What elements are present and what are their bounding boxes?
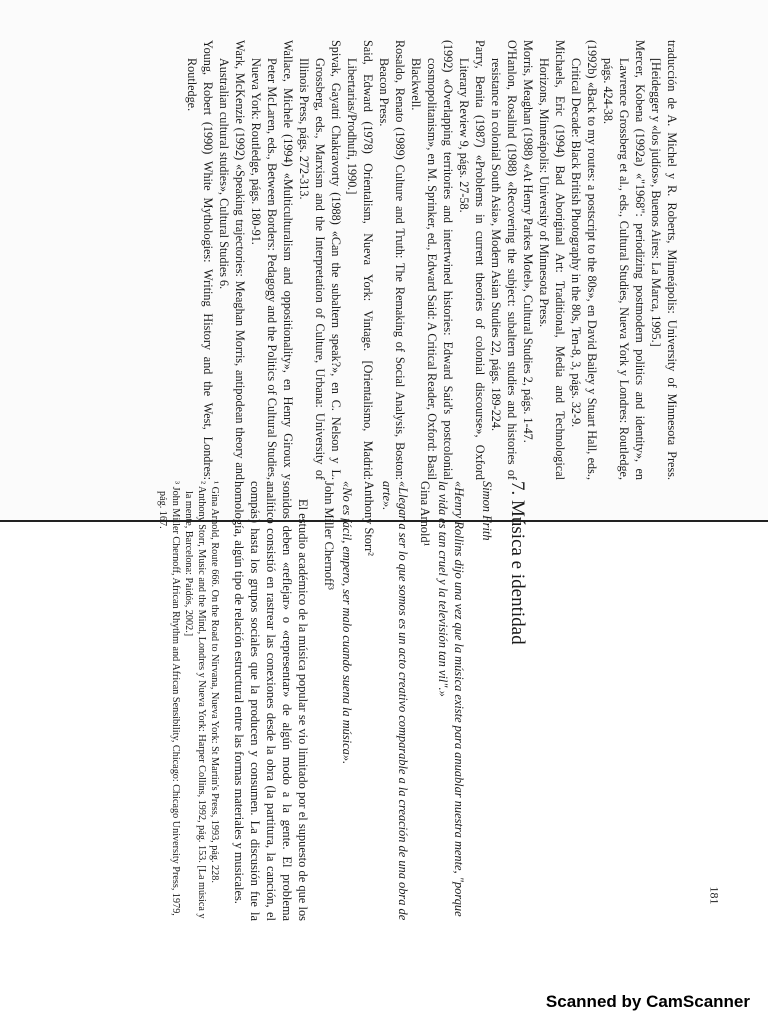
bibliography-entry: Said, Edward (1978) Orientalism, Nueva York: Vintage. [Orientalismo, Madrid: Libertarias/Prodhufi, 1990.]: [345, 40, 375, 480]
scanner-watermark: Scanned by CamScanner: [545, 992, 750, 1011]
bibliography-entry: Rosaldo, Renato (1989) Culture and Truth: The Remaking of Social Analysis, Boston: Beacon Press.: [377, 40, 407, 480]
lower-page-chapter: [0, 481, 768, 1024]
bibliography-entry: Wallace, Michele (1994) «Multiculturalism and oppositionality», en Henry Giroux y Peter McLaren, eds., Between Borders: Pedagogy and the Politics of Cultural Studies, Nueva York: Routledge, págs. 180-91.: [249, 40, 295, 480]
epigraph-quote: «No es fácil, empero, ser malo cuando suena la música».: [340, 481, 354, 765]
epigraph-source: Anthony Storr²: [362, 481, 376, 556]
footnote: ³ John Miller Chernoff, African Rhythm and African Sensibility, Chicago: Chicago University Press, 1979, pág. 167.: [157, 481, 181, 916]
bibliography-column: [40, 40, 680, 480]
bibliography-entry: Mercer, Kobena (1992a) «"1968": periodizing postmodern politics and identity», en Lawrence Grossberg et al., eds., Cultural Studies, Nueva York y Londres: Routledge, págs. 424-38.: [601, 40, 647, 480]
body-paragraph: El estudio académico de la música popular se vio limitado por el supuesto de que los sonidos deben «reflejar» o «representar» de algún modo a la gente. El problema analítico consistió en rastrear las conexiones desde la obra (la partitura, la canción, el compás) hasta los grupos sociales que la producen y consumen. La discusión fue la homología, algún tipo de relación estructural entre las formas materiales y musicales.: [232, 481, 310, 921]
epigraph-quote: «Henry Rollins dijo una vez que la música existe para anuablar nuestra mente, "porque la vida es tan cruel y la televisión tan vil".»: [436, 481, 466, 917]
chapter-column: [157, 481, 528, 921]
footnote: ² Anthony Storr, Music and the Mind, Londres y Nueva York: Harper Collins, 1992, pág. 153. [La música y la mente, Barcelona: Paidós, 2002.]: [183, 481, 207, 919]
bibliography-entry: Wark, McKenzie (1992) «Speaking trajectories: Meaghan Morris, antipodean theory and Australian cultural studies», Cultural Studies 6.: [217, 40, 247, 480]
epigraph-source: Gina Arnold¹: [418, 481, 432, 547]
bibliography-entry: Spivak, Gayatri Chakravorty (1988) «Can the subaltern speak?», en C. Nelson y L. Grossberg, eds., Marxism and the Interpretation of Culture, Urbana: University of Illinois Press, págs. 272-313.: [297, 40, 343, 480]
bibliography-entry: Michaels, Eric (1994) Bad Aboriginal Art: Traditional, Media and Technological Horizons, Minneápolis: University of Minnesota Press.: [537, 40, 567, 480]
bibliography-entry: Parry, Benita (1987) «Problems in current theories of colonial discourse», Oxford Literary Review 9, págs. 27-58.: [457, 40, 487, 480]
bibliography-entry: O'Hanlon, Rosalind (1988) «Recovering the subject: subaltern studies and histories of resistance in colonial South Asia», Modern Asian Studies 22, págs. 189-224.: [489, 40, 519, 480]
epigraph-source: John Miller Chernoff³: [322, 481, 336, 590]
chapter-title: 7. Música e identidad: [507, 481, 528, 645]
chapter-author: Simon Frith: [480, 481, 494, 541]
bibliography-entry: traducción de A. Michel y R. Roberts, Minneápolis: University of Minnesota Press. [Heidegger y «los judíos», Buenos Aires: La Marca, 1995.]: [649, 40, 679, 480]
epigraph-quote: «Llegar a ser lo que somos es un acto creativo comparable a la creación de una obra de arte».: [380, 481, 410, 921]
bibliography-entry: Young, Robert (1990) White Mythologies: Writing History and the West, Londres: Routledge.: [185, 40, 215, 480]
bibliography-entry: Morris, Meaghan (1988) «At Henry Parkes Motel», Cultural Studies 2, págs. 1-47.: [521, 40, 535, 443]
bibliography-entry: (1992b) «Back to my routes: a postscript to the 80s», en David Bailey y Stuart Hall, eds., Critical Decade: Black British Photography in the 80s, Ten-8, 3, págs. 32-9.: [569, 40, 599, 480]
footnote: ¹ Gina Arnold, Route 666. On the Road to Nirvana, Nueva York: St Martin's Press, 1993, pág. 228.: [209, 481, 220, 883]
bibliography-entry: (1992) «Overlapping territories and intertwined histories: Edward Said's postcolonial cosmopolitanism», en M. Sprinker, ed., Edward Said: A Critical Reader, Oxford: Basil Blackwell.: [409, 40, 455, 480]
page-number: 181: [707, 886, 722, 905]
